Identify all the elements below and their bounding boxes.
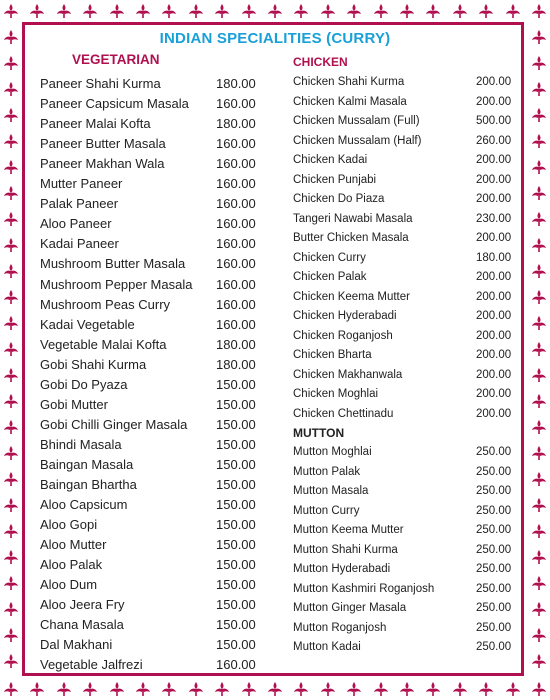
fleur-de-lis-icon bbox=[531, 159, 547, 175]
fleur-de-lis-icon bbox=[3, 159, 19, 175]
item-price: 200.00 bbox=[476, 388, 512, 400]
item-name: Mutton Ginger Masala bbox=[293, 602, 407, 614]
fleur-de-lis-icon bbox=[214, 3, 230, 19]
item-price: 200.00 bbox=[476, 154, 512, 166]
item-name: Gobi Chilli Ginger Masala bbox=[40, 416, 188, 432]
item-name: Chicken Kadai bbox=[293, 154, 368, 166]
item-price: 160.00 bbox=[216, 96, 256, 112]
page-title: INDIAN SPECIALITIES (CURRY) bbox=[159, 30, 391, 47]
fleur-de-lis-icon bbox=[3, 55, 19, 71]
fleur-de-lis-icon bbox=[267, 3, 283, 19]
item-name: Paneer Shahi Kurma bbox=[40, 76, 161, 91]
item-price: 160.00 bbox=[216, 256, 256, 272]
fleur-de-lis-icon bbox=[452, 3, 468, 19]
item-name: Mushroom Butter Masala bbox=[40, 256, 186, 272]
fleur-de-lis-icon bbox=[320, 3, 336, 19]
item-price: 250.00 bbox=[476, 465, 512, 478]
fleur-de-lis-icon bbox=[109, 3, 125, 19]
item-price: 150.00 bbox=[216, 517, 256, 533]
fleur-de-lis-icon bbox=[531, 237, 547, 253]
item-price: 250.00 bbox=[476, 543, 512, 556]
fleur-de-lis-icon bbox=[3, 497, 19, 513]
fleur-de-lis-icon bbox=[531, 653, 547, 669]
item-price: 180.00 bbox=[216, 356, 256, 372]
fleur-de-lis-icon bbox=[29, 681, 45, 697]
fleur-de-lis-icon bbox=[531, 627, 547, 643]
item-price: 150.00 bbox=[216, 497, 256, 513]
fleur-de-lis-icon bbox=[531, 107, 547, 123]
item-price: 150.00 bbox=[216, 617, 256, 633]
item-name: Aloo Dum bbox=[40, 577, 98, 593]
item-price: 250.00 bbox=[476, 504, 512, 517]
fleur-de-lis-icon bbox=[293, 681, 309, 697]
item-price: 200.00 bbox=[476, 310, 512, 322]
item-name: Paneer Malai Kofta bbox=[40, 116, 151, 132]
item-name: Mutton Roganjosh bbox=[293, 621, 387, 634]
fleur-de-lis-icon bbox=[3, 367, 19, 383]
fleur-de-lis-icon bbox=[531, 575, 547, 591]
item-price: 150.00 bbox=[216, 436, 256, 452]
item-price: 160.00 bbox=[216, 657, 256, 673]
item-name: Chicken Roganjosh bbox=[293, 329, 393, 342]
item-name: Kadai Vegetable bbox=[40, 316, 135, 332]
fleur-de-lis-icon bbox=[3, 393, 19, 409]
item-name: Mutton Keema Mutter bbox=[293, 524, 404, 536]
fleur-de-lis-icon bbox=[3, 681, 19, 697]
item-name: Mutton Kadai bbox=[293, 641, 361, 653]
item-name: Chicken Mussalam (Half) bbox=[293, 134, 422, 147]
chicken-heading: CHICKEN bbox=[293, 55, 348, 69]
item-name: Aloo Paneer bbox=[40, 216, 112, 232]
fleur-de-lis-icon bbox=[531, 471, 547, 487]
fleur-de-lis-icon bbox=[399, 3, 415, 19]
item-price: 160.00 bbox=[216, 176, 256, 192]
item-price: 200.00 bbox=[476, 76, 512, 88]
fleur-de-lis-icon bbox=[531, 367, 547, 383]
fleur-de-lis-icon bbox=[531, 55, 547, 71]
item-price: 150.00 bbox=[216, 456, 256, 472]
fleur-de-lis-icon bbox=[478, 681, 494, 697]
item-price: 180.00 bbox=[216, 336, 256, 352]
item-price: 200.00 bbox=[476, 95, 512, 108]
item-price: 150.00 bbox=[216, 637, 256, 653]
fleur-de-lis-icon bbox=[161, 3, 177, 19]
item-price: 200.00 bbox=[476, 271, 512, 283]
fleur-de-lis-icon bbox=[56, 3, 72, 19]
fleur-de-lis-icon bbox=[188, 681, 204, 697]
item-price: 250.00 bbox=[476, 524, 512, 536]
item-name: Aloo Mutter bbox=[40, 537, 107, 553]
item-price: 160.00 bbox=[216, 196, 256, 212]
item-price: 250.00 bbox=[476, 446, 512, 458]
fleur-de-lis-icon bbox=[161, 681, 177, 697]
fleur-de-lis-icon bbox=[531, 393, 547, 409]
item-price: 250.00 bbox=[476, 563, 512, 575]
item-name: Tangeri Nawabi Masala bbox=[293, 212, 413, 225]
item-name: Chicken Do Piaza bbox=[293, 193, 385, 205]
item-price: 180.00 bbox=[476, 251, 512, 264]
fleur-de-lis-icon bbox=[293, 3, 309, 19]
fleur-de-lis-icon bbox=[3, 627, 19, 643]
fleur-de-lis-icon bbox=[531, 445, 547, 461]
fleur-de-lis-icon bbox=[531, 81, 547, 97]
fleur-de-lis-icon bbox=[478, 3, 494, 19]
item-name: Chicken Hyderabadi bbox=[293, 310, 397, 322]
item-price: 160.00 bbox=[216, 136, 256, 152]
fleur-de-lis-icon bbox=[425, 3, 441, 19]
item-name: Gobi Shahi Kurma bbox=[40, 356, 147, 372]
item-name: Aloo Palak bbox=[40, 557, 103, 573]
item-price: 160.00 bbox=[216, 276, 256, 292]
item-price: 500.00 bbox=[476, 115, 512, 127]
item-name: Mutton Hyderabadi bbox=[293, 563, 391, 575]
item-name: Mushroom Pepper Masala bbox=[40, 276, 193, 292]
item-name: Kadai Paneer bbox=[40, 236, 119, 252]
item-price: 200.00 bbox=[476, 173, 512, 186]
fleur-de-lis-icon bbox=[3, 3, 19, 19]
mutton-heading: MUTTON bbox=[293, 426, 345, 440]
item-price: 160.00 bbox=[216, 316, 256, 332]
fleur-de-lis-icon bbox=[3, 237, 19, 253]
item-name: Aloo Gopi bbox=[40, 517, 98, 533]
fleur-de-lis-icon bbox=[135, 681, 151, 697]
fleur-de-lis-icon bbox=[531, 523, 547, 539]
fleur-de-lis-icon bbox=[3, 471, 19, 487]
fleur-de-lis-icon bbox=[425, 681, 441, 697]
item-price: 250.00 bbox=[476, 602, 512, 614]
fleur-de-lis-icon bbox=[135, 3, 151, 19]
item-price: 200.00 bbox=[476, 407, 512, 420]
item-price: 160.00 bbox=[216, 296, 256, 312]
fleur-de-lis-icon bbox=[241, 681, 257, 697]
item-price: 250.00 bbox=[476, 621, 512, 634]
fleur-de-lis-icon bbox=[531, 315, 547, 331]
item-price: 250.00 bbox=[476, 641, 512, 653]
item-name: Paneer Makhan Wala bbox=[40, 156, 165, 172]
item-name: Chicken Moghlai bbox=[293, 388, 379, 400]
item-price: 200.00 bbox=[476, 368, 512, 381]
item-name: Aloo Jeera Fry bbox=[40, 597, 125, 613]
item-name: Chicken Keema Mutter bbox=[293, 290, 410, 303]
item-name: Bhindi Masala bbox=[40, 436, 122, 452]
item-name: Paneer Capsicum Masala bbox=[40, 96, 189, 112]
fleur-de-lis-icon bbox=[531, 3, 547, 19]
fleur-de-lis-icon bbox=[3, 211, 19, 227]
item-name: Chicken Kalmi Masala bbox=[293, 95, 407, 108]
item-name: Chicken Curry bbox=[293, 251, 366, 264]
fleur-de-lis-icon bbox=[3, 549, 19, 565]
item-price: 150.00 bbox=[216, 396, 256, 412]
fleur-de-lis-icon bbox=[531, 497, 547, 513]
item-price: 160.00 bbox=[216, 156, 256, 172]
item-name: Aloo Capsicum bbox=[40, 497, 128, 513]
fleur-de-lis-icon bbox=[531, 341, 547, 357]
item-price: 150.00 bbox=[216, 597, 256, 613]
fleur-de-lis-icon bbox=[3, 419, 19, 435]
item-name: Mutton Kashmiri Roganjosh bbox=[293, 582, 435, 595]
fleur-de-lis-icon bbox=[3, 653, 19, 669]
fleur-de-lis-icon bbox=[531, 681, 547, 697]
fleur-de-lis-icon bbox=[3, 185, 19, 201]
item-price: 150.00 bbox=[216, 577, 256, 593]
item-price: 150.00 bbox=[216, 376, 256, 392]
fleur-de-lis-icon bbox=[3, 601, 19, 617]
item-name: Vegetable Malai Kofta bbox=[40, 336, 167, 352]
item-price: 150.00 bbox=[216, 416, 256, 432]
fleur-de-lis-icon bbox=[505, 3, 521, 19]
item-name: Vegetable Jalfrezi bbox=[40, 657, 143, 673]
fleur-de-lis-icon bbox=[373, 681, 389, 697]
fleur-de-lis-icon bbox=[373, 3, 389, 19]
fleur-de-lis-icon bbox=[188, 3, 204, 19]
item-name: Gobi Do Pyaza bbox=[40, 376, 128, 392]
item-price: 180.00 bbox=[216, 116, 256, 132]
item-name: Baingan Masala bbox=[40, 456, 134, 472]
item-price: 200.00 bbox=[476, 349, 512, 361]
fleur-de-lis-icon bbox=[109, 681, 125, 697]
item-name: Mutton Palak bbox=[293, 465, 361, 478]
item-price: 160.00 bbox=[216, 236, 256, 252]
fleur-de-lis-icon bbox=[3, 315, 19, 331]
item-name: Mutton Masala bbox=[293, 485, 369, 497]
fleur-de-lis-icon bbox=[531, 211, 547, 227]
item-name: Mutton Moghlai bbox=[293, 446, 372, 458]
item-price: 150.00 bbox=[216, 537, 256, 553]
fleur-de-lis-icon bbox=[452, 681, 468, 697]
fleur-de-lis-icon bbox=[82, 681, 98, 697]
fleur-de-lis-icon bbox=[531, 185, 547, 201]
item-price: 180.00 bbox=[216, 76, 256, 91]
fleur-de-lis-icon bbox=[505, 681, 521, 697]
item-name: Mutter Paneer bbox=[40, 176, 123, 192]
item-name: Chicken Bharta bbox=[293, 349, 372, 361]
fleur-de-lis-icon bbox=[3, 263, 19, 279]
fleur-de-lis-icon bbox=[82, 3, 98, 19]
item-name: Dal Makhani bbox=[40, 637, 113, 653]
item-name: Chicken Chettinadu bbox=[293, 407, 394, 420]
fleur-de-lis-icon bbox=[531, 133, 547, 149]
item-price: 200.00 bbox=[476, 329, 512, 342]
item-name: Chicken Palak bbox=[293, 271, 367, 283]
fleur-de-lis-icon bbox=[214, 681, 230, 697]
fleur-de-lis-icon bbox=[3, 575, 19, 591]
item-price: 230.00 bbox=[476, 212, 512, 225]
fleur-de-lis-icon bbox=[320, 681, 336, 697]
fleur-de-lis-icon bbox=[346, 681, 362, 697]
item-price: 200.00 bbox=[476, 193, 512, 205]
fleur-de-lis-icon bbox=[3, 81, 19, 97]
fleur-de-lis-icon bbox=[29, 3, 45, 19]
item-name: Mutton Curry bbox=[293, 504, 360, 517]
fleur-de-lis-icon bbox=[3, 133, 19, 149]
item-price: 250.00 bbox=[476, 485, 512, 497]
item-name: Chana Masala bbox=[40, 617, 124, 633]
item-price: 200.00 bbox=[476, 232, 512, 244]
fleur-de-lis-icon bbox=[3, 289, 19, 305]
fleur-de-lis-icon bbox=[241, 3, 257, 19]
item-price: 150.00 bbox=[216, 477, 256, 492]
fleur-de-lis-icon bbox=[399, 681, 415, 697]
fleur-de-lis-icon bbox=[267, 681, 283, 697]
item-name: Mushroom Peas Curry bbox=[40, 296, 171, 312]
item-name: Chicken Mussalam (Full) bbox=[293, 115, 420, 127]
item-name: Chicken Shahi Kurma bbox=[293, 76, 405, 88]
item-name: Palak Paneer bbox=[40, 196, 119, 212]
fleur-de-lis-icon bbox=[346, 3, 362, 19]
fleur-de-lis-icon bbox=[3, 341, 19, 357]
item-name: Chicken Punjabi bbox=[293, 173, 377, 186]
fleur-de-lis-icon bbox=[531, 549, 547, 565]
fleur-de-lis-icon bbox=[3, 523, 19, 539]
item-name: Butter Chicken Masala bbox=[293, 232, 409, 244]
item-price: 200.00 bbox=[476, 290, 512, 303]
item-name: Baingan Bhartha bbox=[40, 477, 137, 492]
fleur-de-lis-icon bbox=[3, 107, 19, 123]
fleur-de-lis-icon bbox=[531, 263, 547, 279]
fleur-de-lis-icon bbox=[3, 445, 19, 461]
item-name: Chicken Makhanwala bbox=[293, 368, 403, 381]
vegetarian-heading: VEGETARIAN bbox=[72, 52, 160, 67]
item-price: 250.00 bbox=[476, 582, 512, 595]
item-price: 150.00 bbox=[216, 557, 256, 573]
item-name: Mutton Shahi Kurma bbox=[293, 543, 398, 556]
fleur-de-lis-icon bbox=[531, 601, 547, 617]
item-name: Gobi Mutter bbox=[40, 396, 108, 412]
item-price: 160.00 bbox=[216, 216, 256, 232]
fleur-de-lis-icon bbox=[531, 419, 547, 435]
fleur-de-lis-icon bbox=[531, 289, 547, 305]
fleur-de-lis-icon bbox=[56, 681, 72, 697]
item-price: 260.00 bbox=[476, 134, 512, 147]
item-name: Paneer Butter Masala bbox=[40, 136, 166, 152]
